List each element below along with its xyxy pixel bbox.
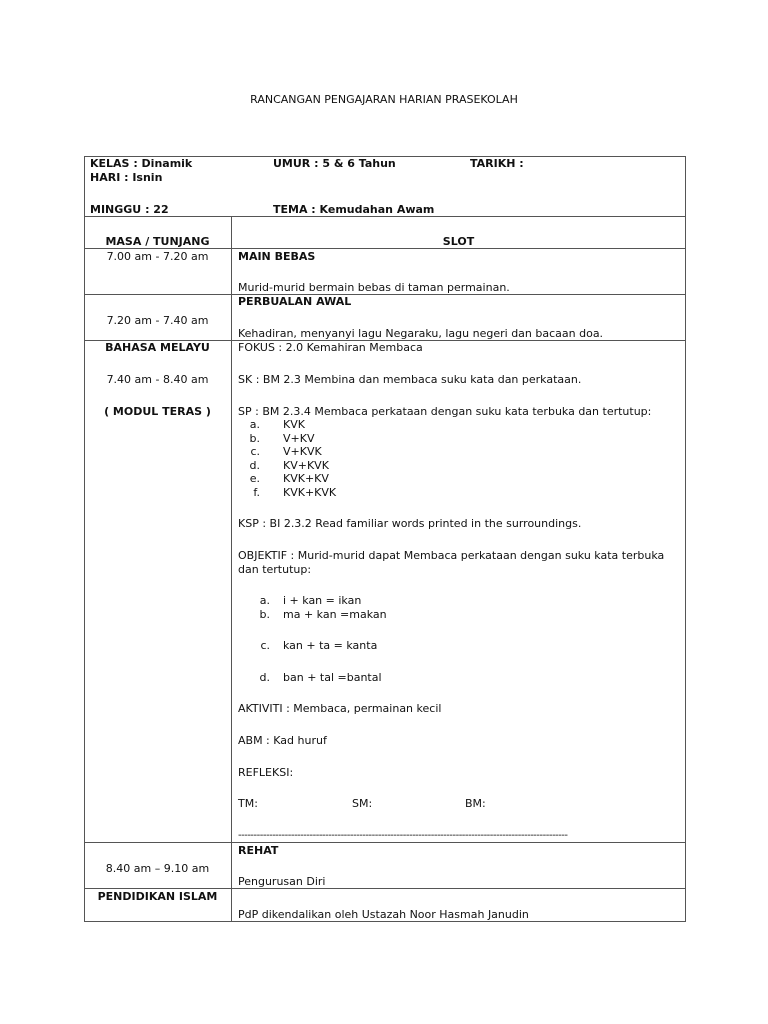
sp-item: KVK+KVK [283, 486, 337, 499]
date-label: TARIKH : [470, 157, 524, 170]
row1-heading: MAIN BEBAS [238, 250, 316, 263]
table-border-left [84, 156, 85, 922]
sp-item: V+KVK [283, 445, 322, 458]
table-border-right [685, 156, 686, 922]
day-label: HARI : Isnin [90, 171, 163, 184]
sm-label: SM: [352, 797, 373, 810]
objective-item: i + kan = ikan [283, 594, 362, 607]
objective-item-marker: c. [260, 639, 270, 652]
column-divider [231, 216, 232, 922]
sp-item-marker: f. [253, 486, 260, 499]
age-label: UMUR : 5 & 6 Tahun [273, 157, 396, 170]
table-border-bottom [84, 921, 686, 922]
row3-module: ( MODUL TERAS ) [104, 405, 211, 418]
tm-label: TM: [238, 797, 258, 810]
row2-heading: PERBUALAN AWAL [238, 295, 352, 308]
row5-subject: PENDIDIKAN ISLAM [97, 890, 218, 903]
objective-item-marker: b. [259, 608, 270, 621]
row3-subject: BAHASA MELAYU [105, 341, 210, 354]
row1-text: Murid-murid bermain bebas di taman permainan. [238, 281, 510, 294]
week-label: MINGGU : 22 [90, 203, 169, 216]
row4-time: 8.40 am – 9.10 am [105, 862, 210, 875]
objective-text: OBJEKTIF : Murid-murid dapat Membaca perkataan dengan suku kata terbuka [238, 549, 665, 562]
column-header-time: MASA / TUNJANG [105, 235, 210, 248]
table-divider [84, 842, 686, 843]
table-divider [84, 248, 686, 249]
row5-text: PdP dikendalikan oleh Ustazah Noor Hasmah Janudin [238, 908, 529, 921]
theme-label: TEMA : Kemudahan Awam [273, 203, 435, 216]
objective-item: ma + kan =makan [283, 608, 387, 621]
sp-item-marker: d. [249, 459, 260, 472]
fokus-text: FOKUS : 2.0 Kemahiran Membaca [238, 341, 423, 354]
objective-item-marker: a. [259, 594, 270, 607]
sp-item-marker: b. [249, 432, 260, 445]
objective-item: kan + ta = kanta [283, 639, 378, 652]
table-divider [84, 216, 686, 217]
activity-text: AKTIVITI : Membaca, permainan kecil [238, 702, 442, 715]
material-text: ABM : Kad huruf [238, 734, 327, 747]
row2-text: Kehadiran, menyanyi lagu Negaraku, lagu negeri dan bacaan doa. [238, 327, 604, 340]
row4-heading: REHAT [238, 844, 279, 857]
row1-time: 7.00 am - 7.20 am [106, 250, 209, 263]
class-label: KELAS : Dinamik [90, 157, 193, 170]
sp-item: KVK [283, 418, 305, 431]
sp-item-marker: a. [249, 418, 260, 431]
dashed-separator: ---------------------------------------------------------------------------------------------------------- [238, 830, 568, 841]
ksp-text: KSP : BI 2.3.2 Read familiar words printed in the surroundings. [238, 517, 582, 530]
sp-item: V+KV [283, 432, 315, 445]
sp-item-marker: e. [249, 472, 260, 485]
objective-item: ban + tal =bantal [283, 671, 382, 684]
column-header-slot: SLOT [442, 235, 475, 248]
bm-label: BM: [465, 797, 486, 810]
table-divider [84, 294, 686, 295]
sk-text: SK : BM 2.3 Membina dan membaca suku kata dan perkataan. [238, 373, 582, 386]
row4-text: Pengurusan Diri [238, 875, 326, 888]
reflection-label: REFLEKSI: [238, 766, 294, 779]
objective-item-marker: d. [259, 671, 270, 684]
sp-item: KV+KVK [283, 459, 329, 472]
table-divider [84, 888, 686, 889]
sp-text: SP : BM 2.3.4 Membaca perkataan dengan suku kata terbuka dan tertutup: [238, 405, 652, 418]
page-title: RANCANGAN PENGAJARAN HARIAN PRASEKOLAH [250, 93, 518, 106]
row2-time: 7.20 am - 7.40 am [106, 314, 209, 327]
sp-item-marker: c. [250, 445, 260, 458]
objective-text-cont: dan tertutup: [238, 563, 312, 576]
sp-item: KVK+KV [283, 472, 329, 485]
row3-time: 7.40 am - 8.40 am [106, 373, 209, 386]
